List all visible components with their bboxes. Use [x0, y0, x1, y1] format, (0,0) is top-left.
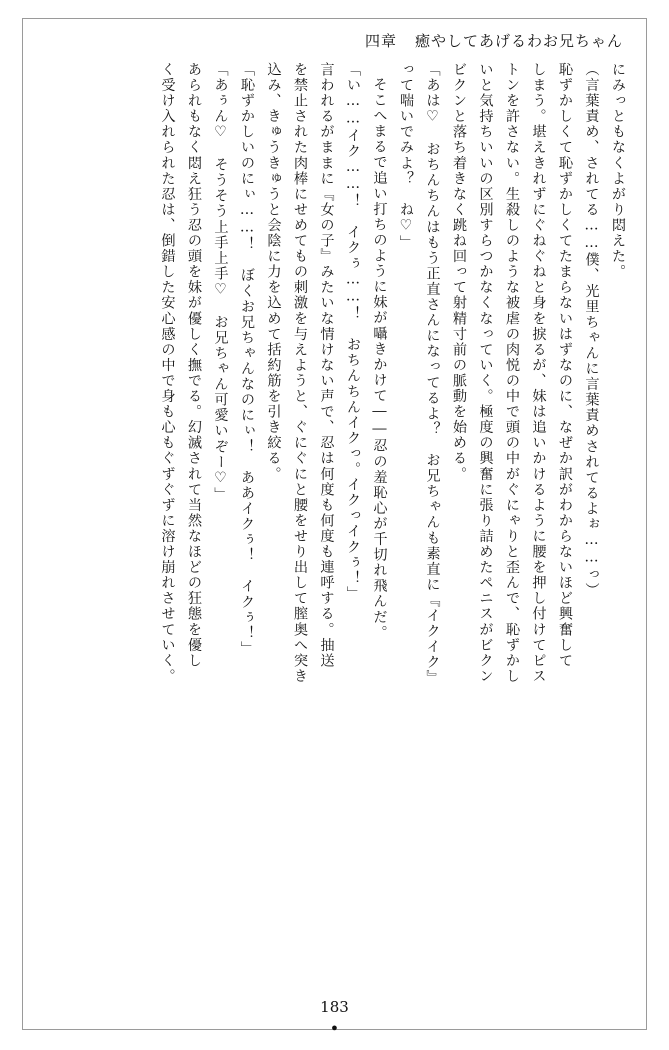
text-line: （言葉責め、されてる……僕、光里ちゃんに言葉責めされてるよぉ……っ） — [583, 62, 600, 598]
page-number: 183 — [320, 998, 349, 1016]
text-line: 込み、きゅうきゅうと会陰に力を込めて括約筋を引き絞る。 — [265, 62, 282, 482]
text-line: にみっともなくよがり悶えた。 — [610, 62, 626, 280]
chapter-number: 四章 — [364, 32, 397, 50]
text-line: 「あぅん♡ そうそう上手上手♡ お兄ちゃん可愛いぞー♡」 — [212, 62, 229, 503]
text-line: く受け入れられた忍は、倒錯した安心感の中で身も心もぐずぐずに溶け崩れさせていく。 — [159, 62, 176, 684]
text-line: 「恥ずかしいのにぃ……！ ぼくお兄ちゃんなのにぃ！ ああイクぅ！ イクぅ！」 — [239, 62, 255, 657]
footer-mark: ● — [331, 1022, 338, 1034]
text-line: 「あは♡ おちんちんはもう正直さんになってるよ？ お兄ちゃんも素直に『イクイク』 — [424, 62, 441, 686]
text-line: そこへまるで追い打ちのように妹が囁きかけて――忍の羞恥心が千切れ飛んだ。 — [371, 77, 388, 641]
text-line: ビクンと落ち着きなく跳ね回って射精寸前の脈動を始める。 — [451, 62, 467, 482]
text-line: 「い……イク……！ イクぅ……！ おちんちんイクっ。イクっイクぅ！」 — [345, 62, 361, 602]
text-line: しまう。堪えきれずにぐねぐねと身を捩るが、妹は追いかけるように腰を押し付けてピス — [530, 62, 547, 684]
text-line: あられもなく悶え狂う忍の頭を妹が優しく撫でる。幻滅されて当然なほどの狂態を優し — [186, 62, 202, 669]
text-line: を禁止された肉棒にせめてもの刺激を与えようと、ぐにぐにと腰をせり出して膣奥へ突き — [292, 62, 308, 684]
text-line: いと気持ちいいの区別すらつかなくなっていく。極度の興奮に張り詰めたペニスがビクン — [477, 62, 494, 684]
text-line: って喘いでみよ？ ね♡」 — [398, 62, 414, 251]
text-line: 恥ずかしくて恥ずかしくてたまらないはずなのに、なぜか訳がわからないほど興奮して — [557, 62, 573, 669]
text-line: 言われるがままに『女の子』みたいな情けない声で、忍は何度も何度も連呼する。抽送 — [318, 62, 335, 669]
body-text — [44, 62, 625, 962]
chapter-title: 癒やしてあげるわお兄ちゃん — [414, 32, 623, 50]
chapter-header — [365, 30, 623, 51]
text-line: トンを許さない。生殺しのような被虐の肉悦の中で頭の中がぐにゃりと歪んで、恥ずかし — [504, 62, 520, 684]
